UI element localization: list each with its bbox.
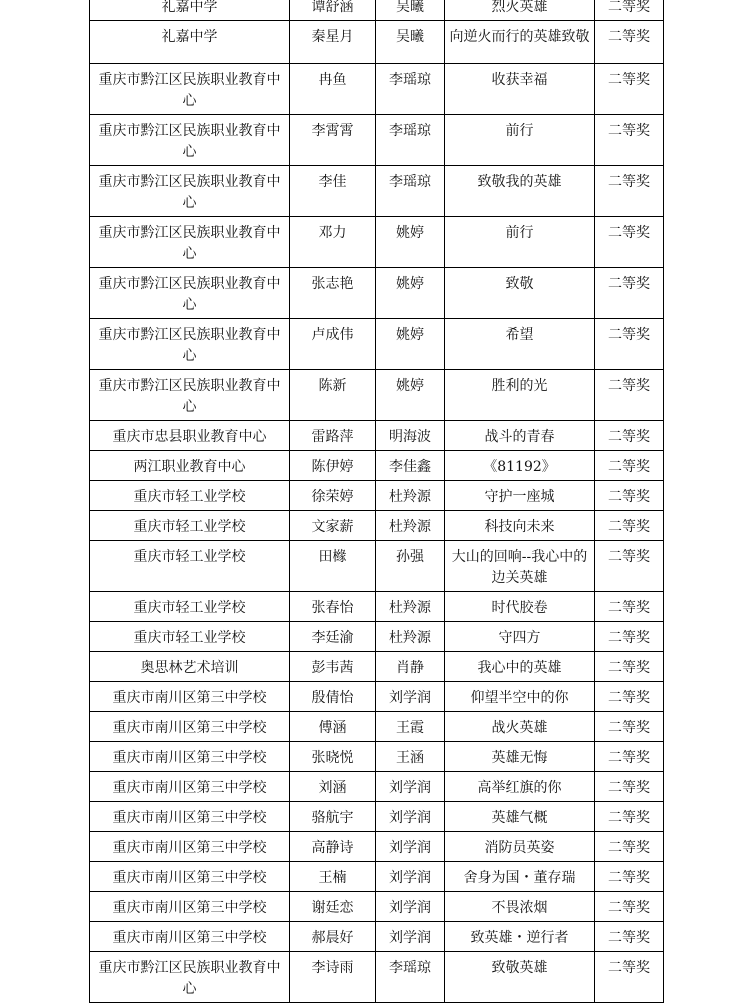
school-cell: 奥思林艺术培训 xyxy=(90,652,290,682)
award-list-body xyxy=(90,0,664,1003)
award-level-cell: 二等奖 xyxy=(595,115,664,166)
table-row xyxy=(90,652,664,682)
table-row xyxy=(90,319,664,370)
table-row xyxy=(90,742,664,772)
school-cell: 重庆市轻工业学校 xyxy=(90,592,290,622)
work-title-cell: 科技向未来 xyxy=(445,511,595,541)
student-name-cell: 傅涵 xyxy=(290,712,376,742)
work-title-cell: 致英雄・逆行者 xyxy=(445,922,595,952)
work-title-cell: 战火英雄 xyxy=(445,712,595,742)
school-cell: 重庆市黔江区民族职业教育中心 xyxy=(90,64,290,115)
teacher-name-cell: 杜羚源 xyxy=(376,511,445,541)
work-title-cell: 前行 xyxy=(445,115,595,166)
student-name-cell: 谭舒涵 xyxy=(290,0,376,21)
table-row xyxy=(90,64,664,115)
award-level-cell: 二等奖 xyxy=(595,319,664,370)
award-level-cell: 二等奖 xyxy=(595,511,664,541)
table-row xyxy=(90,682,664,712)
student-name-cell: 田橼 xyxy=(290,541,376,592)
school-cell: 重庆市南川区第三中学校 xyxy=(90,832,290,862)
student-name-cell: 张晓悦 xyxy=(290,742,376,772)
award-level-cell: 二等奖 xyxy=(595,712,664,742)
award-level-cell: 二等奖 xyxy=(595,451,664,481)
school-cell: 礼嘉中学 xyxy=(90,21,290,64)
award-level-cell: 二等奖 xyxy=(595,682,664,712)
work-title-cell: 向逆火而行的英雄致敬 xyxy=(445,21,595,64)
student-name-cell: 彭韦茜 xyxy=(290,652,376,682)
teacher-name-cell: 刘学润 xyxy=(376,682,445,712)
student-name-cell: 卢成伟 xyxy=(290,319,376,370)
award-level-cell: 二等奖 xyxy=(595,802,664,832)
award-level-cell: 二等奖 xyxy=(595,217,664,268)
work-title-cell: 前行 xyxy=(445,217,595,268)
teacher-name-cell: 姚婷 xyxy=(376,217,445,268)
work-title-cell: 《81192》 xyxy=(445,451,595,481)
work-title-cell: 不畏浓烟 xyxy=(445,892,595,922)
award-level-cell: 二等奖 xyxy=(595,370,664,421)
school-cell: 重庆市黔江区民族职业教育中心 xyxy=(90,952,290,1003)
student-name-cell: 张春怡 xyxy=(290,592,376,622)
student-name-cell: 徐荣婷 xyxy=(290,481,376,511)
table-row xyxy=(90,451,664,481)
student-name-cell: 殷倩怡 xyxy=(290,682,376,712)
award-level-cell: 二等奖 xyxy=(595,21,664,64)
teacher-name-cell: 刘学润 xyxy=(376,772,445,802)
school-cell: 重庆市黔江区民族职业教育中心 xyxy=(90,217,290,268)
award-level-cell: 二等奖 xyxy=(595,64,664,115)
award-level-cell: 二等奖 xyxy=(595,268,664,319)
student-name-cell: 谢廷恋 xyxy=(290,892,376,922)
work-title-cell: 英雄无悔 xyxy=(445,742,595,772)
student-name-cell: 李霄霄 xyxy=(290,115,376,166)
teacher-name-cell: 李瑶琼 xyxy=(376,115,445,166)
table-row xyxy=(90,802,664,832)
student-name-cell: 李诗雨 xyxy=(290,952,376,1003)
school-cell: 重庆市轻工业学校 xyxy=(90,622,290,652)
student-name-cell: 陈伊婷 xyxy=(290,451,376,481)
student-name-cell: 李佳 xyxy=(290,166,376,217)
school-cell: 重庆市南川区第三中学校 xyxy=(90,712,290,742)
student-name-cell: 刘涵 xyxy=(290,772,376,802)
work-title-cell: 收获幸福 xyxy=(445,64,595,115)
table-row xyxy=(90,832,664,862)
work-title-cell: 大山的回响--我心中的边关英雄 xyxy=(445,541,595,592)
work-title-cell: 守护一座城 xyxy=(445,481,595,511)
school-cell: 重庆市忠县职业教育中心 xyxy=(90,421,290,451)
award-level-cell: 二等奖 xyxy=(595,892,664,922)
teacher-name-cell: 刘学润 xyxy=(376,892,445,922)
school-cell: 重庆市黔江区民族职业教育中心 xyxy=(90,370,290,421)
award-level-cell: 二等奖 xyxy=(595,952,664,1003)
table-row xyxy=(90,370,664,421)
teacher-name-cell: 吴曦 xyxy=(376,21,445,64)
work-title-cell: 致敬 xyxy=(445,268,595,319)
table-row xyxy=(90,922,664,952)
award-level-cell: 二等奖 xyxy=(595,541,664,592)
work-title-cell: 烈火英雄 xyxy=(445,0,595,21)
work-title-cell: 英雄气概 xyxy=(445,802,595,832)
teacher-name-cell: 吴曦 xyxy=(376,0,445,21)
student-name-cell: 张志艳 xyxy=(290,268,376,319)
table-row xyxy=(90,217,664,268)
student-name-cell: 邓力 xyxy=(290,217,376,268)
teacher-name-cell: 姚婷 xyxy=(376,319,445,370)
school-cell: 重庆市轻工业学校 xyxy=(90,481,290,511)
student-name-cell: 李廷渝 xyxy=(290,622,376,652)
work-title-cell: 时代胶卷 xyxy=(445,592,595,622)
school-cell: 两江职业教育中心 xyxy=(90,451,290,481)
work-title-cell: 致敬英雄 xyxy=(445,952,595,1003)
work-title-cell: 战斗的青春 xyxy=(445,421,595,451)
table-row xyxy=(90,268,664,319)
work-title-cell: 希望 xyxy=(445,319,595,370)
school-cell: 重庆市黔江区民族职业教育中心 xyxy=(90,115,290,166)
student-name-cell: 王楠 xyxy=(290,862,376,892)
teacher-name-cell: 刘学润 xyxy=(376,862,445,892)
award-level-cell: 二等奖 xyxy=(595,742,664,772)
award-list-table xyxy=(89,0,664,1003)
work-title-cell: 我心中的英雄 xyxy=(445,652,595,682)
teacher-name-cell: 王涵 xyxy=(376,742,445,772)
teacher-name-cell: 杜羚源 xyxy=(376,592,445,622)
teacher-name-cell: 李瑶琼 xyxy=(376,64,445,115)
table-row xyxy=(90,712,664,742)
table-row xyxy=(90,892,664,922)
table-row xyxy=(90,862,664,892)
student-name-cell: 秦星月 xyxy=(290,21,376,64)
school-cell: 礼嘉中学 xyxy=(90,0,290,21)
student-name-cell: 文家薪 xyxy=(290,511,376,541)
table-row xyxy=(90,21,664,64)
teacher-name-cell: 刘学润 xyxy=(376,832,445,862)
table-row xyxy=(90,772,664,802)
table-row xyxy=(90,592,664,622)
award-level-cell: 二等奖 xyxy=(595,0,664,21)
table-row xyxy=(90,481,664,511)
school-cell: 重庆市南川区第三中学校 xyxy=(90,922,290,952)
teacher-name-cell: 李佳鑫 xyxy=(376,451,445,481)
work-title-cell: 致敬我的英雄 xyxy=(445,166,595,217)
work-title-cell: 守四方 xyxy=(445,622,595,652)
teacher-name-cell: 孙强 xyxy=(376,541,445,592)
teacher-name-cell: 肖静 xyxy=(376,652,445,682)
teacher-name-cell: 杜羚源 xyxy=(376,622,445,652)
school-cell: 重庆市南川区第三中学校 xyxy=(90,772,290,802)
award-level-cell: 二等奖 xyxy=(595,652,664,682)
award-level-cell: 二等奖 xyxy=(595,922,664,952)
table-row xyxy=(90,421,664,451)
school-cell: 重庆市南川区第三中学校 xyxy=(90,862,290,892)
table-row xyxy=(90,0,664,21)
work-title-cell: 舍身为国・董存瑞 xyxy=(445,862,595,892)
school-cell: 重庆市南川区第三中学校 xyxy=(90,742,290,772)
table-row xyxy=(90,952,664,1003)
award-level-cell: 二等奖 xyxy=(595,862,664,892)
school-cell: 重庆市黔江区民族职业教育中心 xyxy=(90,319,290,370)
student-name-cell: 陈新 xyxy=(290,370,376,421)
school-cell: 重庆市南川区第三中学校 xyxy=(90,802,290,832)
teacher-name-cell: 刘学润 xyxy=(376,802,445,832)
teacher-name-cell: 杜羚源 xyxy=(376,481,445,511)
teacher-name-cell: 姚婷 xyxy=(376,268,445,319)
school-cell: 重庆市南川区第三中学校 xyxy=(90,682,290,712)
teacher-name-cell: 王霞 xyxy=(376,712,445,742)
school-cell: 重庆市黔江区民族职业教育中心 xyxy=(90,268,290,319)
student-name-cell: 高静诗 xyxy=(290,832,376,862)
work-title-cell: 胜利的光 xyxy=(445,370,595,421)
teacher-name-cell: 姚婷 xyxy=(376,370,445,421)
table-row xyxy=(90,541,664,592)
table-row xyxy=(90,166,664,217)
teacher-name-cell: 李瑶琼 xyxy=(376,952,445,1003)
teacher-name-cell: 李瑶琼 xyxy=(376,166,445,217)
table-row xyxy=(90,115,664,166)
school-cell: 重庆市黔江区民族职业教育中心 xyxy=(90,166,290,217)
award-level-cell: 二等奖 xyxy=(595,772,664,802)
teacher-name-cell: 刘学润 xyxy=(376,922,445,952)
student-name-cell: 郝晨好 xyxy=(290,922,376,952)
award-level-cell: 二等奖 xyxy=(595,166,664,217)
student-name-cell: 骆航宇 xyxy=(290,802,376,832)
award-level-cell: 二等奖 xyxy=(595,622,664,652)
work-title-cell: 仰望半空中的你 xyxy=(445,682,595,712)
table-row xyxy=(90,511,664,541)
award-level-cell: 二等奖 xyxy=(595,592,664,622)
school-cell: 重庆市南川区第三中学校 xyxy=(90,892,290,922)
school-cell: 重庆市轻工业学校 xyxy=(90,511,290,541)
table-row xyxy=(90,622,664,652)
teacher-name-cell: 明海波 xyxy=(376,421,445,451)
work-title-cell: 消防员英姿 xyxy=(445,832,595,862)
award-level-cell: 二等奖 xyxy=(595,832,664,862)
student-name-cell: 冉鱼 xyxy=(290,64,376,115)
award-level-cell: 二等奖 xyxy=(595,421,664,451)
student-name-cell: 雷路萍 xyxy=(290,421,376,451)
work-title-cell: 高举红旗的你 xyxy=(445,772,595,802)
school-cell: 重庆市轻工业学校 xyxy=(90,541,290,592)
award-level-cell: 二等奖 xyxy=(595,481,664,511)
